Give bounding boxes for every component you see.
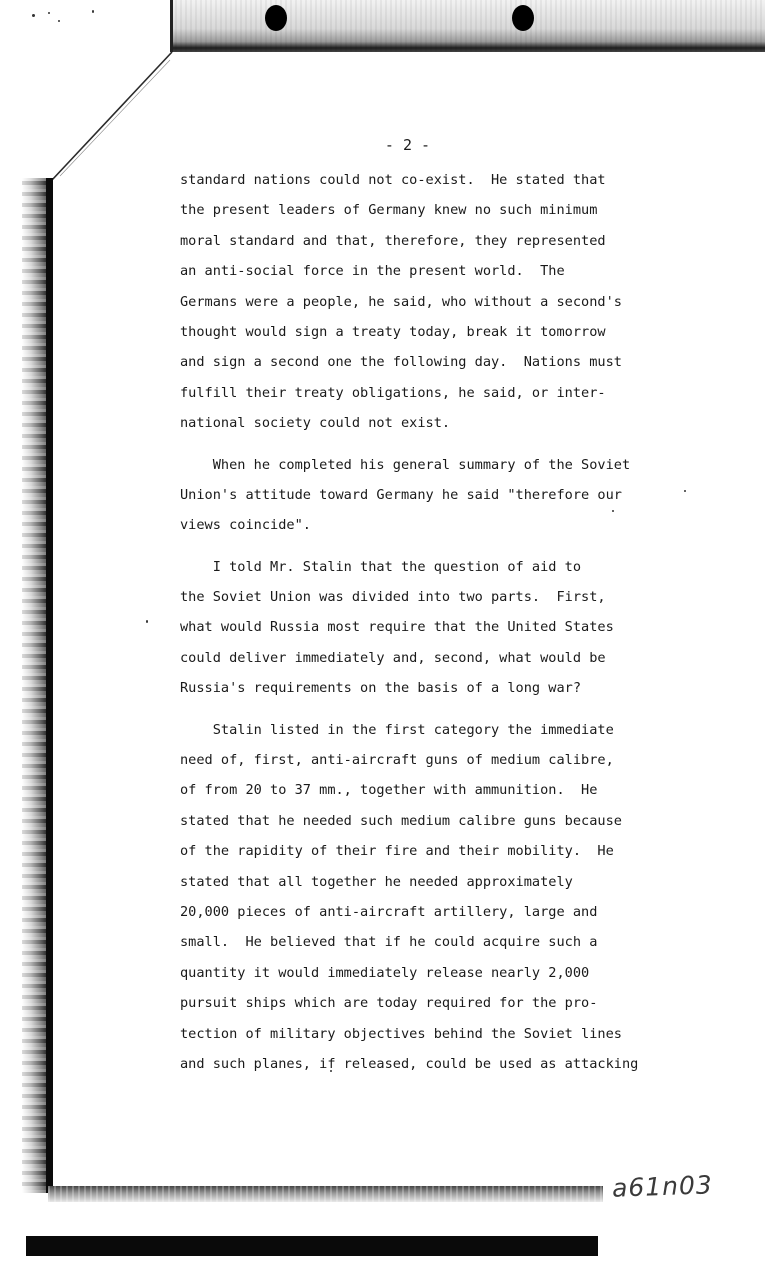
- text-line: fulfill their treaty obligations, he said, or inter-: [180, 384, 606, 401]
- text-line: an anti-social force in the present world. The: [180, 263, 565, 280]
- text-line: of the rapidity of their fire and their mobility. He: [180, 843, 614, 860]
- scan-bottom-bar: [26, 1236, 598, 1256]
- text-line: need of, first, anti-aircraft guns of medium calibre,: [180, 752, 614, 769]
- scan-bottom-shadow: [48, 1186, 603, 1202]
- text-line: views coincide".: [180, 517, 311, 534]
- text-line: When he completed his general summary of the Soviet: [180, 456, 631, 473]
- text-line: the present leaders of Germany knew no such minimum: [180, 202, 598, 219]
- text-line: Russia's requirements on the basis of a long war?: [180, 680, 582, 697]
- text-line: moral standard and that, therefore, they represented: [180, 232, 606, 249]
- punch-hole-left: [265, 5, 287, 31]
- text-line: Union's attitude toward Germany he said "therefore our: [180, 486, 622, 503]
- text-line: Germans were a people, he said, who without a second's: [180, 293, 622, 310]
- paragraph: [180, 552, 740, 704]
- text-line: what would Russia most require that the United States: [180, 619, 614, 636]
- scan-top-shadow: [170, 0, 765, 52]
- text-line: Stalin listed in the first category the immediate: [180, 721, 614, 738]
- text-line: of from 20 to 37 mm., together with ammunition. He: [180, 782, 598, 799]
- text-line: I told Mr. Stalin that the question of aid to: [180, 558, 582, 575]
- text-line: standard nations could not co-exist. He stated that: [180, 172, 606, 188]
- handwritten-archive-number: a61n03: [611, 1170, 714, 1203]
- text-line: national society could not exist.: [180, 415, 451, 432]
- scan-left-edge-dark: [46, 178, 53, 1193]
- text-line: stated that all together he needed approximately: [180, 873, 573, 890]
- text-line: thought would sign a treaty today, break it tomorrow: [180, 323, 606, 340]
- text-line: could deliver immediately and, second, what would be: [180, 649, 606, 666]
- text-line: pursuit ships which are today required for the pro-: [180, 995, 598, 1012]
- text-line: and sign a second one the following day. Nations must: [180, 354, 622, 371]
- text-line: 20,000 pieces of anti-aircraft artillery, large and: [180, 903, 598, 920]
- text-line: quantity it would immediately release nearly 2,000: [180, 964, 590, 981]
- scan-fold-line: [0, 0, 180, 190]
- paragraph: [180, 450, 740, 541]
- paragraph: [180, 165, 740, 439]
- text-line: stated that he needed such medium calibre guns because: [180, 812, 622, 829]
- text-line: tection of military objectives behind the Soviet lines: [180, 1025, 622, 1042]
- paragraph: [180, 715, 740, 1080]
- text-line: small. He believed that if he could acquire such a: [180, 934, 598, 951]
- document-body: [180, 165, 740, 1079]
- text-line: the Soviet Union was divided into two parts. First,: [180, 589, 606, 606]
- text-line: and such planes, if released, could be used as attacking: [180, 1055, 639, 1072]
- page-number: - 2 -: [384, 136, 431, 154]
- punch-hole-right: [512, 5, 534, 31]
